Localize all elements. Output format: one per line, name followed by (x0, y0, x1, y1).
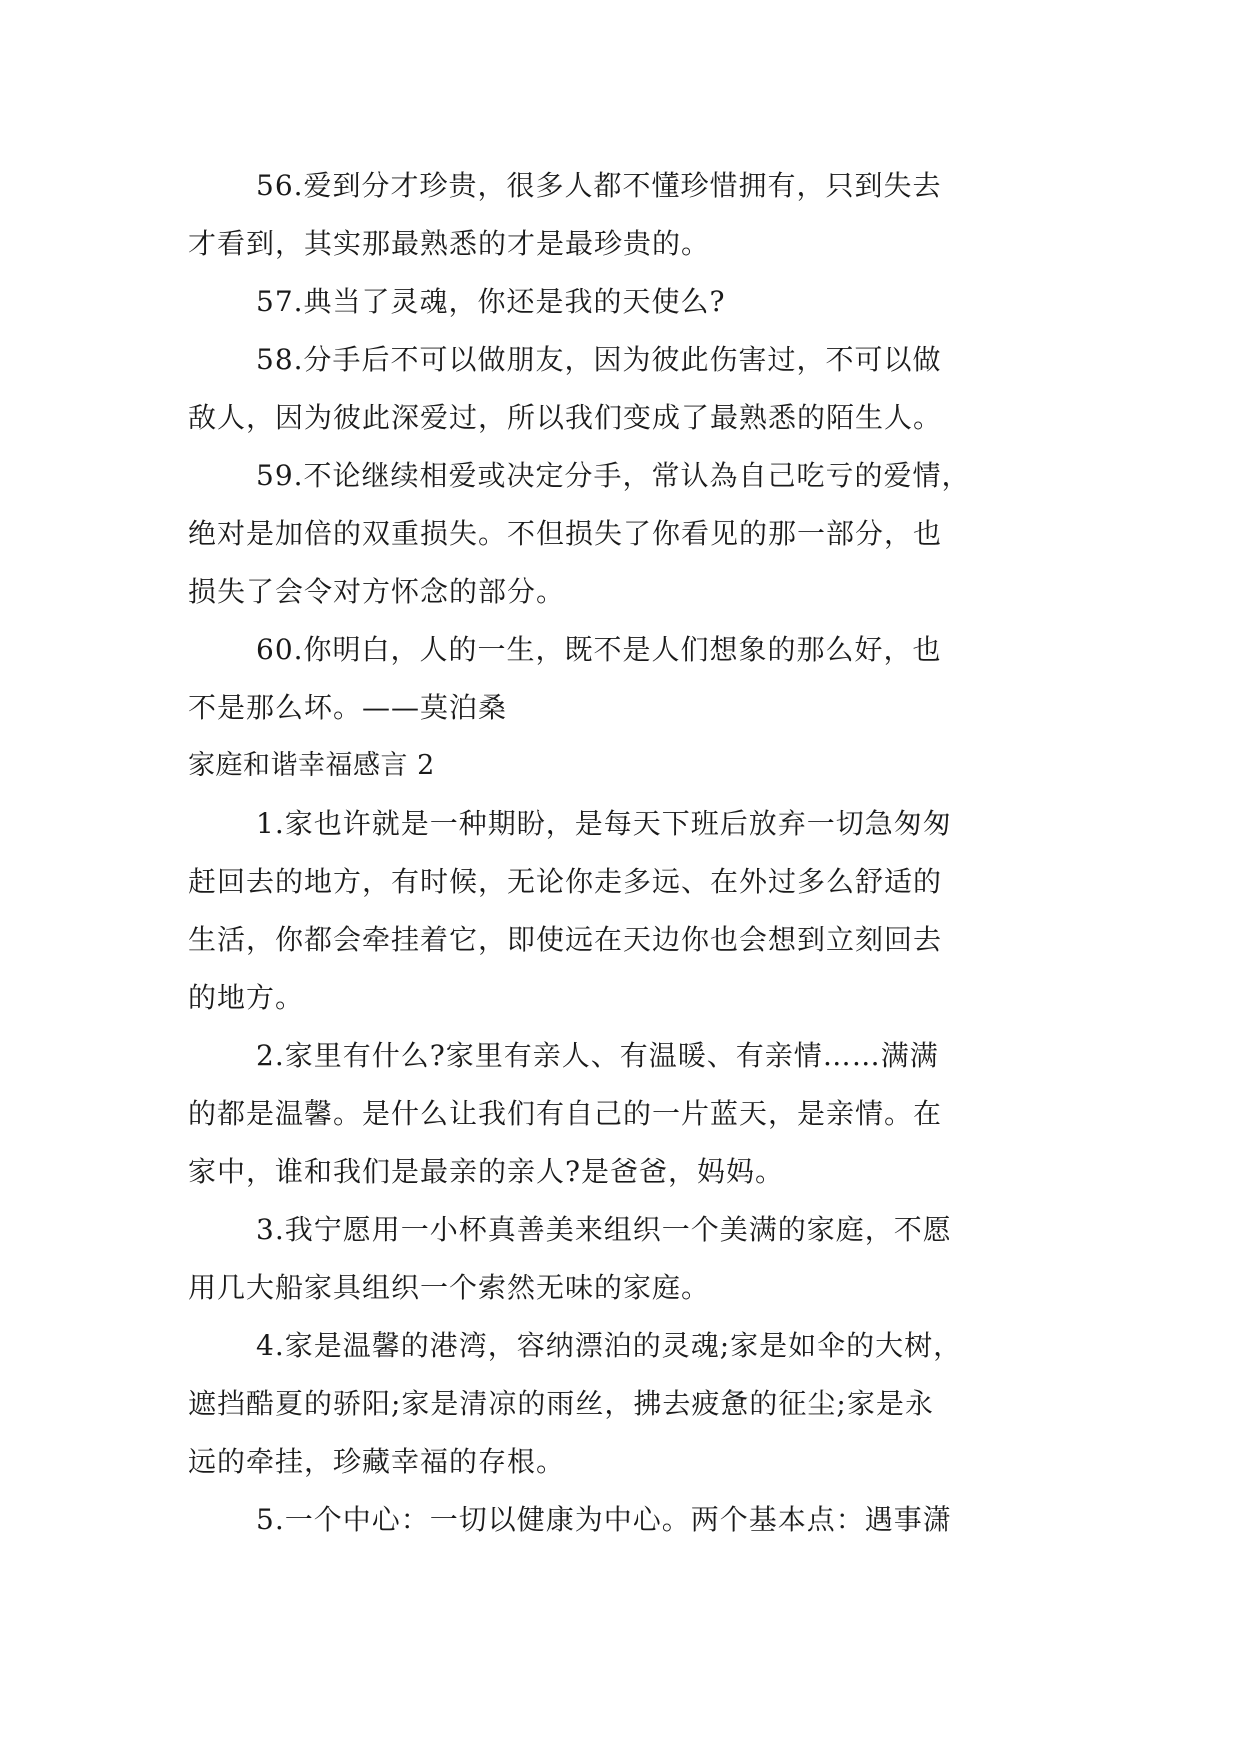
text-line: 4.家是温馨的港湾，容纳漂泊的灵魂;家是如伞的大树， (256, 1329, 963, 1362)
text-line: 59.不论继续相爱或决定分手，常认為自己吃亏的爱情， (256, 459, 971, 492)
text-line: 损失了会令对方怀念的部分。 (188, 575, 566, 608)
text-line: 5.一个中心：一切以健康为中心。两个基本点：遇事潇 (256, 1503, 952, 1536)
text-line: 58.分手后不可以做朋友，因为彼此伤害过，不可以做 (256, 343, 942, 376)
text-line: 57.典当了灵魂，你还是我的天使么? (256, 285, 726, 318)
text-line: 的地方。 (188, 981, 305, 1014)
text-line: 3.我宁愿用一小杯真善美来组织一个美满的家庭，不愿 (256, 1213, 952, 1246)
text-line: 2.家里有什么?家里有亲人、有温暖、有亲情……满满 (256, 1039, 939, 1072)
text-line: 绝对是加倍的双重损失。不但损失了你看见的那一部分，也 (188, 517, 943, 550)
text-line: 不是那么坏。——莫泊桑 (188, 691, 508, 724)
section-title: 家庭和谐幸福感言 2 (188, 750, 435, 781)
text-line: 才看到，其实那最熟悉的才是最珍贵的。 (188, 227, 711, 260)
text-line: 1.家也许就是一种期盼，是每天下班后放弃一切急匆匆 (256, 807, 952, 840)
text-line: 家中，谁和我们是最亲的亲人?是爸爸，妈妈。 (188, 1155, 785, 1188)
text-line: 60.你明白，人的一生，既不是人们想象的那么好，也 (256, 633, 942, 666)
text-line: 遮挡酷夏的骄阳;家是清凉的雨丝，拂去疲惫的征尘;家是永 (188, 1387, 934, 1420)
text-line: 56.爱到分才珍贵，很多人都不懂珍惜拥有，只到失去 (256, 169, 942, 202)
text-line: 用几大船家具组织一个索然无味的家庭。 (188, 1271, 711, 1304)
text-line: 的都是温馨。是什么让我们有自己的一片蓝天，是亲情。在 (188, 1097, 943, 1130)
text-line: 生活，你都会牵挂着它，即使远在天边你也会想到立刻回去 (188, 923, 943, 956)
text-line: 赶回去的地方，有时候，无论你走多远、在外过多么舒适的 (188, 865, 943, 898)
text-line: 敌人，因为彼此深爱过，所以我们变成了最熟悉的陌生人。 (188, 401, 943, 434)
text-line: 远的牵挂，珍藏幸福的存根。 (188, 1445, 566, 1478)
